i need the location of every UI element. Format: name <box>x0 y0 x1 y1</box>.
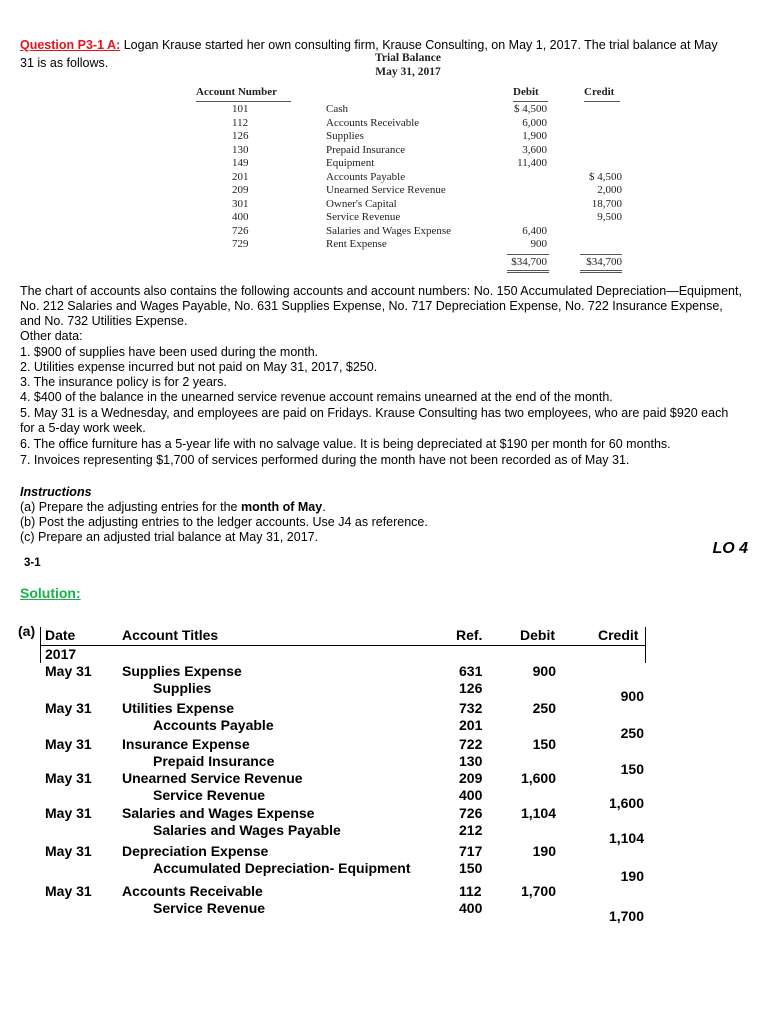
journal-account-title: Accounts Receivable <box>122 883 263 899</box>
tb-account-number: 112 <box>232 116 249 129</box>
tb-row <box>0 198 768 212</box>
tb-total-rule <box>580 254 622 255</box>
tb-row <box>0 184 768 198</box>
journal-year: 2017 <box>45 646 77 662</box>
trial-balance-date: May 31, 2017 <box>375 66 441 78</box>
tb-header-debit: Debit <box>513 86 539 98</box>
journal-row <box>0 843 768 860</box>
journal-account-title: Accumulated Depreciation- Equipment <box>153 860 411 876</box>
journal-debit: 150 <box>532 736 556 752</box>
tb-row <box>0 238 768 252</box>
tb-total-debit: $34,700 <box>511 256 547 268</box>
tb-row <box>0 157 768 171</box>
tb-total-double-rule <box>580 270 622 271</box>
journal-header-credit: Credit <box>598 627 639 643</box>
chart-paragraph-line: and No. 732 Utilities Expense. <box>20 314 188 328</box>
journal-ref: 722 <box>459 736 483 752</box>
journal-header-account-titles: Account Titles <box>122 627 219 643</box>
journal-header-ref: Ref. <box>456 627 483 643</box>
other-data-item: for a 5-day work week. <box>20 421 146 435</box>
tb-account-number: 301 <box>232 197 249 210</box>
trial-balance-title: Trial Balance <box>375 52 441 64</box>
journal-account-title: Unearned Service Revenue <box>122 770 303 786</box>
tb-credit-amount: 18,700 <box>591 197 622 210</box>
instruction-a <box>20 500 326 515</box>
journal-row <box>0 680 768 704</box>
journal-ref: 130 <box>459 753 483 769</box>
journal-account-title: Accounts Payable <box>153 717 274 733</box>
journal-credit: 1,600 <box>608 795 644 811</box>
journal-account-title: Salaries and Wages Payable <box>153 822 341 838</box>
journal-credit: 900 <box>620 688 644 704</box>
journal-row <box>0 717 768 741</box>
tb-debit-amount: 900 <box>530 238 547 250</box>
tb-account-name: Salaries and Wages Expense <box>326 224 452 237</box>
other-data-item: 4. $400 of the balance in the unearned service revenue account remains unearned at the end of the month. <box>20 390 613 404</box>
journal-account-title: Depreciation Expense <box>122 843 269 859</box>
journal-ref: 732 <box>459 700 483 716</box>
question-text-continued: 31 is as follows. <box>20 56 109 70</box>
journal-right-border <box>645 627 646 663</box>
tb-header-rule <box>584 101 620 102</box>
journal-header-debit: Debit <box>520 627 555 643</box>
tb-total-double-rule <box>580 272 622 273</box>
tb-account-name: Cash <box>326 103 348 115</box>
journal-credit: 1,104 <box>608 830 644 846</box>
other-data-item: 3. The insurance policy is for 2 years. <box>20 375 227 389</box>
tb-debit-amount: 6,400 <box>522 224 547 237</box>
journal-account-title: Insurance Expense <box>122 736 250 752</box>
other-data-item: 7. Invoices representing $1,700 of services performed during the month have not been recorded as of May 31. <box>20 453 630 467</box>
journal-date: May 31 <box>45 663 92 679</box>
tb-credit-amount: $ 4,500 <box>589 170 622 183</box>
journal-ref: 726 <box>459 805 483 821</box>
journal-row <box>0 663 768 680</box>
journal-row <box>0 860 768 884</box>
journal-account-title: Service Revenue <box>153 900 266 916</box>
journal-ref: 201 <box>459 717 483 733</box>
tb-header-rule <box>513 101 548 102</box>
tb-debit-amount: 11,400 <box>517 157 547 169</box>
journal-row <box>0 805 768 822</box>
tb-row <box>0 103 768 117</box>
journal-debit: 1,700 <box>520 883 556 899</box>
journal-account-title: Salaries and Wages Expense <box>122 805 315 821</box>
journal-ref: 209 <box>459 770 483 786</box>
tb-account-number: 126 <box>232 130 249 142</box>
instruction-a-end: . <box>322 500 326 514</box>
tb-account-name: Service Revenue <box>326 211 401 223</box>
tb-credit-amount: 2,000 <box>597 184 622 196</box>
journal-date: May 31 <box>45 770 92 786</box>
tb-header-rule <box>196 101 291 102</box>
tb-row <box>0 144 768 158</box>
tb-account-number: 130 <box>232 143 249 156</box>
tb-total-rule <box>507 254 549 255</box>
journal-header-date: Date <box>45 627 76 643</box>
journal-ref: 212 <box>459 822 483 838</box>
tb-header-account-number: Account Number <box>196 86 277 98</box>
journal-row <box>0 787 768 811</box>
chart-paragraph-line: No. 212 Salaries and Wages Payable, No. 631 Supplies Expense, No. 717 Depreciation Expense, No. 722 Insurance Expense, <box>20 299 723 313</box>
question-text: Logan Krause started her own consulting firm, Krause Consulting, on May 1, 2017. The trial balance at May <box>120 38 718 52</box>
journal-row <box>0 700 768 717</box>
journal-ref: 400 <box>459 900 483 916</box>
journal-account-title: Service Revenue <box>153 787 266 803</box>
journal-debit: 190 <box>532 843 556 859</box>
tb-row <box>0 130 768 144</box>
tb-total-double-rule <box>507 270 549 271</box>
tb-credit-amount: 9,500 <box>597 211 622 223</box>
tb-account-number: 209 <box>232 184 249 196</box>
journal-header-rule <box>40 645 645 646</box>
tb-account-number: 201 <box>232 170 249 183</box>
journal-debit: 900 <box>532 663 556 679</box>
journal-left-border <box>40 627 41 663</box>
tb-account-name: Prepaid Insurance <box>326 143 406 156</box>
journal-row <box>0 753 768 777</box>
tb-total-double-rule <box>507 272 549 273</box>
page-reference: 3-1 <box>24 557 41 569</box>
journal-ref: 400 <box>459 787 483 803</box>
tb-account-name: Rent Expense <box>326 238 387 250</box>
tb-account-number: 149 <box>232 157 249 169</box>
learning-objective-label: LO 4 <box>712 540 748 557</box>
other-data-item: 6. The office furniture has a 5-year life with no salvage value. It is being depreciated at $190 per month for 60 months. <box>20 437 671 451</box>
tb-account-name: Accounts Receivable <box>326 116 420 129</box>
journal-debit: 1,104 <box>520 805 556 821</box>
tb-row <box>0 171 768 185</box>
instruction-a-bold: month of May <box>240 500 323 514</box>
tb-account-number: 400 <box>232 211 249 223</box>
tb-account-name: Accounts Payable <box>326 170 406 183</box>
tb-row <box>0 211 768 225</box>
other-data-label: Other data: <box>20 329 83 343</box>
journal-ref: 126 <box>459 680 483 696</box>
journal-row <box>0 736 768 753</box>
tb-account-name: Equipment <box>326 157 375 169</box>
journal-credit: 190 <box>620 868 644 884</box>
journal-date: May 31 <box>45 805 92 821</box>
journal-account-title: Utilities Expense <box>122 700 235 716</box>
tb-account-name: Owner's Capital <box>326 197 397 210</box>
journal-credit: 1,700 <box>608 908 644 924</box>
tb-account-number: 726 <box>232 224 249 237</box>
question-label: Question P3-1 A: <box>20 38 121 52</box>
instruction-a-text: (a) Prepare the adjusting entries for the <box>20 500 241 514</box>
tb-account-number: 729 <box>232 238 249 250</box>
journal-row <box>0 822 768 846</box>
instruction-b: (b) Post the adjusting entries to the ledger accounts. Use J4 as reference. <box>20 515 428 529</box>
solution-label: Solution: <box>20 585 81 601</box>
journal-row <box>0 900 768 924</box>
journal-credit: 150 <box>620 761 644 777</box>
tb-row <box>0 225 768 239</box>
journal-ref: 717 <box>459 843 483 859</box>
journal-date: May 31 <box>45 883 92 899</box>
other-data-item: 2. Utilities expense incurred but not paid on May 31, 2017, $250. <box>20 360 378 374</box>
journal-ref: 150 <box>459 860 483 876</box>
other-data-item: 1. $900 of supplies have been used during the month. <box>20 345 319 359</box>
tb-debit-amount: 3,600 <box>522 143 547 156</box>
journal-row <box>0 883 768 900</box>
journal-account-title: Prepaid Insurance <box>153 753 275 769</box>
journal-debit: 1,600 <box>520 770 556 786</box>
tb-account-name: Supplies <box>326 130 364 142</box>
tb-debit-amount: 1,900 <box>522 130 547 142</box>
other-data-item: 5. May 31 is a Wednesday, and employees are paid on Fridays. Krause Consulting has two employees, who are paid $920 each <box>20 406 729 420</box>
instruction-c: (c) Prepare an adjusted trial balance at May 31, 2017. <box>20 530 319 544</box>
tb-debit-amount: 6,000 <box>522 116 547 129</box>
tb-total-credit: $34,700 <box>586 256 622 268</box>
journal-row <box>0 770 768 787</box>
tb-row <box>0 117 768 131</box>
tb-account-name: Unearned Service Revenue <box>326 184 446 196</box>
tb-debit-amount: $ 4,500 <box>514 103 547 115</box>
journal-account-title: Supplies Expense <box>122 663 242 679</box>
journal-debit: 250 <box>532 700 556 716</box>
journal-ref: 631 <box>459 663 483 679</box>
instructions-title: Instructions <box>20 485 92 499</box>
journal-credit: 250 <box>620 725 644 741</box>
journal-ref: 112 <box>459 883 482 899</box>
journal-date: May 31 <box>45 700 92 716</box>
journal-part-label: (a) <box>18 623 36 639</box>
journal-date: May 31 <box>45 736 92 752</box>
tb-header-credit: Credit <box>584 86 615 98</box>
tb-account-number: 101 <box>232 103 249 115</box>
journal-date: May 31 <box>45 843 92 859</box>
journal-account-title: Supplies <box>153 680 212 696</box>
chart-paragraph-line: The chart of accounts also contains the following accounts and account numbers: No. 150 Accumulated Depreciation—Equipment, <box>20 284 742 298</box>
